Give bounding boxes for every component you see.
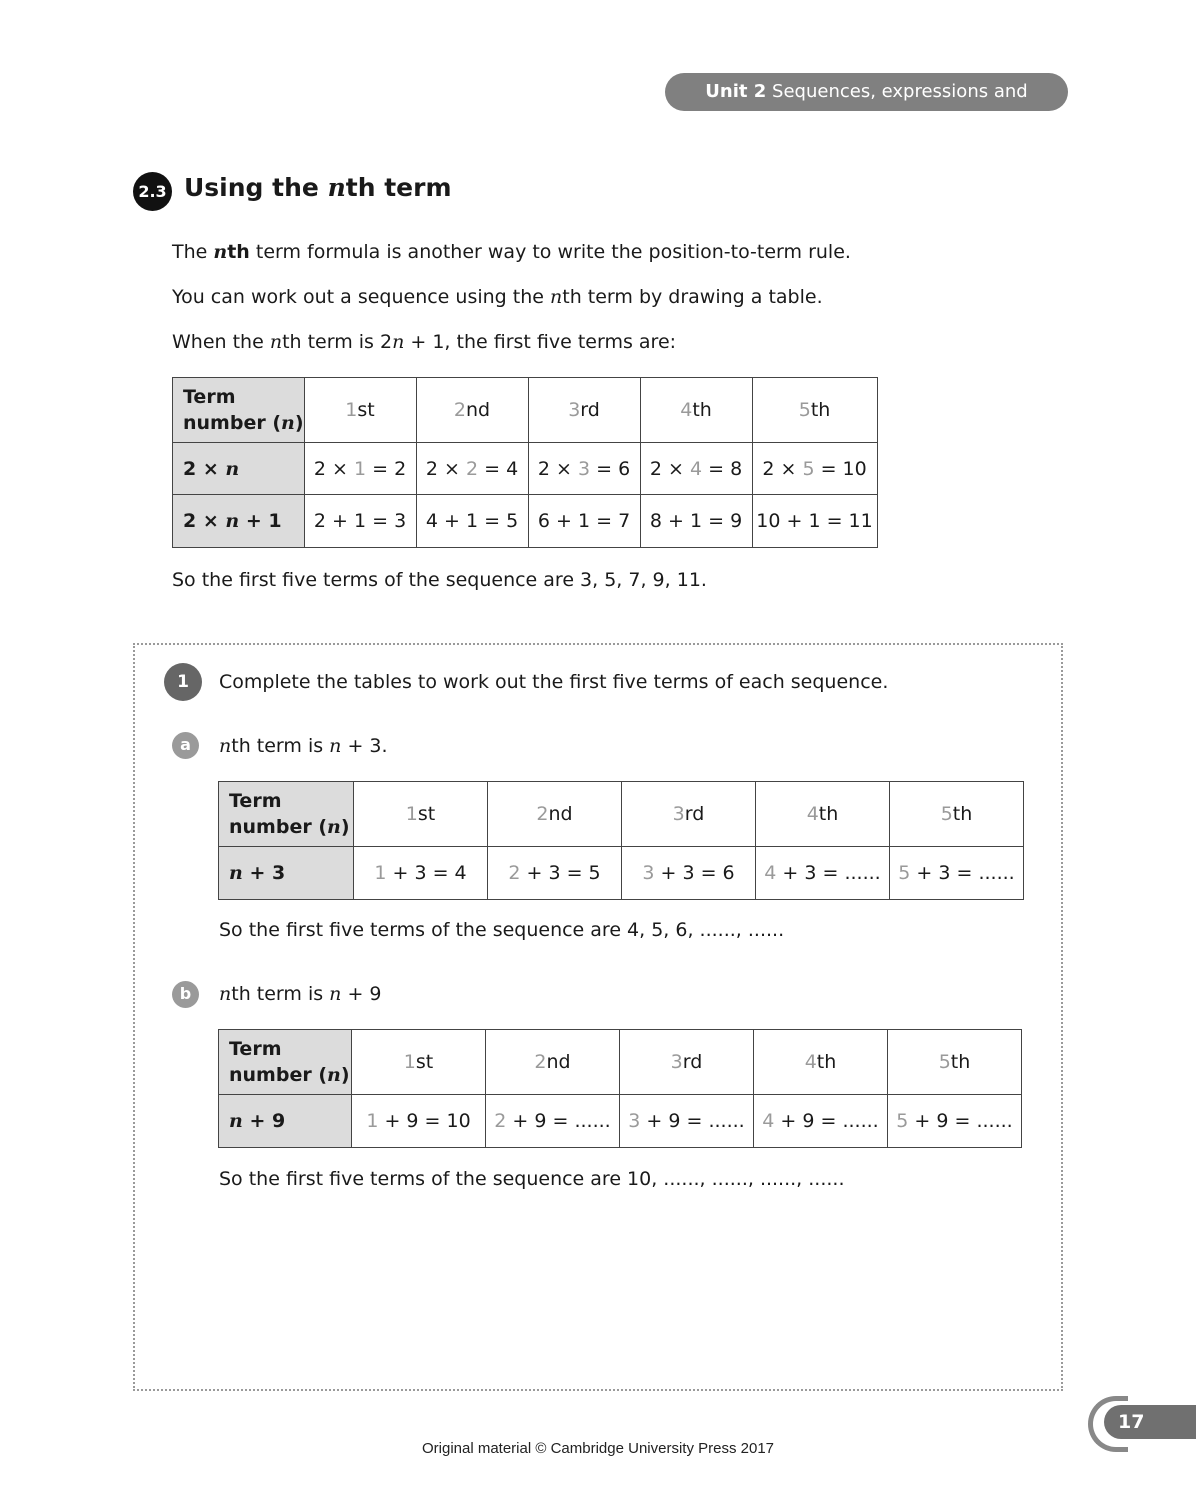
section-title — [184, 170, 452, 206]
text: th — [227, 241, 250, 263]
text: + 9 — [242, 1110, 286, 1132]
num: 1 — [405, 803, 418, 825]
position-cell — [756, 782, 890, 847]
suffix: th — [818, 803, 839, 825]
text: = 4 — [478, 457, 519, 480]
section-number-badge: 2.3 — [133, 172, 172, 211]
text: 2 × — [183, 510, 226, 532]
table-cell — [416, 443, 528, 495]
num: 5 — [940, 803, 953, 825]
text: 2 × — [537, 457, 578, 480]
variable: n — [327, 1064, 341, 1086]
position-cell — [622, 782, 756, 847]
unit-header-tab — [665, 73, 1068, 140]
text: = 2 — [366, 457, 407, 480]
table-cell: 6 + 1 = 7 — [528, 495, 640, 548]
title-text: Using the — [184, 173, 328, 202]
text: = 8 — [702, 457, 743, 480]
position-cell — [488, 782, 622, 847]
text: + 3 = 4 — [386, 862, 467, 884]
text: Term — [183, 386, 236, 408]
table-cell — [752, 443, 877, 495]
position-cell — [486, 1030, 620, 1095]
position-cell — [416, 378, 528, 443]
row-label-2n — [173, 443, 305, 495]
table-cell — [488, 847, 622, 900]
part-a-badge: a — [172, 732, 199, 759]
text: Term — [229, 790, 282, 812]
text: + 9 = ...... — [908, 1110, 1013, 1132]
table-cell — [622, 847, 756, 900]
example-table — [172, 377, 878, 548]
table-cell — [304, 443, 416, 495]
text: + 3. — [341, 735, 388, 757]
num: 1 — [353, 457, 367, 480]
text: 2 × — [183, 457, 226, 480]
suffix: st — [357, 399, 375, 421]
text: Term — [229, 1038, 282, 1060]
variable: n — [219, 735, 232, 757]
text: + 3 = ...... — [776, 862, 881, 884]
num: 1 — [403, 1051, 416, 1073]
suffix: th — [692, 399, 712, 421]
text: + 9 = ...... — [506, 1110, 611, 1132]
position-cell — [754, 1030, 888, 1095]
table-cell — [352, 1095, 486, 1148]
variable: n — [550, 286, 563, 308]
num: 5 — [896, 1110, 909, 1132]
suffix: rd — [684, 803, 705, 825]
row-label-n-plus-3 — [219, 847, 354, 900]
text: + 3 — [242, 862, 286, 884]
text: ) — [294, 412, 304, 434]
table-row — [219, 847, 1024, 900]
suffix: nd — [548, 803, 573, 825]
num: 4 — [762, 1110, 775, 1132]
num: 3 — [642, 862, 655, 884]
variable: n — [213, 241, 228, 263]
table-row — [219, 782, 1024, 847]
text: + 3 = 5 — [520, 862, 601, 884]
suffix: st — [415, 1051, 434, 1073]
copyright-footer: Original material © Cambridge University Press 2017 — [421, 1440, 775, 1457]
num: 3 — [672, 803, 685, 825]
part-b-badge: b — [172, 981, 199, 1008]
num: 3 — [670, 1051, 683, 1073]
num: 2 — [453, 399, 467, 421]
num: 5 — [802, 457, 815, 480]
text: + 9 = 10 — [378, 1110, 471, 1132]
variable: n — [281, 412, 295, 434]
term-number-header — [219, 1030, 352, 1095]
table-row — [219, 1030, 1022, 1095]
text: You can work out a sequence using the — [172, 286, 550, 308]
table-cell — [354, 847, 488, 900]
num: 2 — [494, 1110, 507, 1132]
variable: n — [219, 983, 232, 1005]
num: 5 — [938, 1051, 951, 1073]
num: 5 — [798, 399, 811, 421]
part-b-conclusion[interactable]: So the first five terms of the sequence are 10, ......, ......, ......, ...... — [219, 1168, 845, 1190]
position-cell — [752, 378, 877, 443]
text: ) — [340, 1064, 350, 1086]
variable: n — [329, 983, 342, 1005]
variable: n — [225, 457, 240, 480]
num: 1 — [374, 862, 387, 884]
suffix: nd — [466, 399, 491, 421]
position-cell — [890, 782, 1024, 847]
suffix: nd — [546, 1051, 571, 1073]
position-cell — [354, 782, 488, 847]
num: 2 — [536, 803, 549, 825]
position-cell — [888, 1030, 1022, 1095]
title-variable: n — [327, 173, 346, 202]
variable: n — [392, 331, 405, 353]
text: 2 × — [649, 457, 690, 480]
num: 4 — [764, 862, 777, 884]
num: 4 — [804, 1051, 817, 1073]
table-row — [173, 495, 878, 548]
text: When the — [172, 331, 270, 353]
table-cell: 2 + 1 = 3 — [304, 495, 416, 548]
intro-paragraph-1 — [172, 239, 851, 265]
part-b-table — [218, 1029, 1022, 1148]
position-cell — [304, 378, 416, 443]
row-label-n-plus-9 — [219, 1095, 352, 1148]
unit-label: Unit 2 — [705, 81, 767, 102]
suffix: st — [417, 803, 436, 825]
answer-cell[interactable] — [486, 1095, 620, 1148]
row-label-2n-plus-1 — [173, 495, 305, 548]
table-row — [219, 1095, 1022, 1148]
text: number ( — [183, 412, 282, 434]
text: = 10 — [814, 457, 867, 480]
title-text-end: th term — [345, 173, 452, 202]
intro-conclusion: So the first five terms of the sequence are 3, 5, 7, 9, 11. — [172, 569, 707, 591]
num: 4 — [680, 399, 693, 421]
num: 3 — [577, 457, 591, 480]
text: th term is — [231, 983, 330, 1005]
table-row — [173, 378, 878, 443]
num: 4 — [689, 457, 703, 480]
text: 2 × — [425, 457, 466, 480]
answer-cell[interactable] — [754, 1095, 888, 1148]
text: th term is 2 — [282, 331, 393, 353]
exercise-instruction: Complete the tables to work out the first five terms of each sequence. — [219, 671, 889, 693]
text: number ( — [229, 816, 328, 838]
table-row — [173, 443, 878, 495]
num: 1 — [366, 1110, 379, 1132]
variable: n — [225, 510, 240, 532]
variable: n — [329, 735, 342, 757]
text: number ( — [229, 1064, 328, 1086]
part-a-table — [218, 781, 1024, 900]
text: 2 × — [762, 457, 803, 480]
part-b-stem — [219, 981, 382, 1007]
num: 2 — [508, 862, 521, 884]
text: ) — [340, 816, 350, 838]
term-number-header — [219, 782, 354, 847]
variable: n — [229, 1110, 243, 1132]
num: 3 — [568, 399, 581, 421]
text: term formula is another way to write the position-to-term rule. — [249, 241, 851, 263]
num: 2 — [465, 457, 479, 480]
text: The — [172, 241, 214, 263]
suffix: rd — [580, 399, 600, 421]
suffix: th — [816, 1051, 837, 1073]
num: 1 — [345, 399, 358, 421]
position-cell — [528, 378, 640, 443]
position-cell — [352, 1030, 486, 1095]
part-a-stem — [219, 733, 388, 759]
text: th term is — [231, 735, 330, 757]
num: 2 — [534, 1051, 547, 1073]
variable: n — [229, 862, 243, 884]
text: + 1 — [239, 510, 282, 532]
text: th term by drawing a table. — [562, 286, 823, 308]
text: + 1, the first five terms are: — [404, 331, 677, 353]
text: + 9 = ...... — [774, 1110, 879, 1132]
table-cell — [640, 443, 752, 495]
suffix: th — [810, 399, 831, 421]
num: 3 — [628, 1110, 641, 1132]
suffix: th — [952, 803, 973, 825]
text: + 9 — [341, 983, 382, 1005]
num: 4 — [806, 803, 819, 825]
text: = 6 — [590, 457, 631, 480]
suffix: th — [950, 1051, 971, 1073]
table-cell: 8 + 1 = 9 — [640, 495, 752, 548]
part-a-conclusion[interactable]: So the first five terms of the sequence are 4, 5, 6, ......, ...... — [219, 919, 785, 941]
answer-cell[interactable] — [756, 847, 890, 900]
term-number-header — [173, 378, 305, 443]
num: 5 — [898, 862, 911, 884]
page-number: 17 — [1118, 1411, 1145, 1433]
text: + 9 = ...... — [640, 1110, 745, 1132]
answer-cell[interactable] — [890, 847, 1024, 900]
position-cell — [640, 378, 752, 443]
answer-cell[interactable] — [888, 1095, 1022, 1148]
text: + 3 = ...... — [910, 862, 1015, 884]
text: + 3 = 6 — [654, 862, 735, 884]
variable: n — [269, 331, 283, 353]
table-cell: 10 + 1 = 11 — [752, 495, 877, 548]
answer-cell[interactable] — [620, 1095, 754, 1148]
position-cell — [620, 1030, 754, 1095]
table-cell — [528, 443, 640, 495]
intro-paragraph-2 — [172, 284, 823, 310]
text: 2 × — [313, 457, 354, 480]
suffix: rd — [682, 1051, 703, 1073]
question-number-badge: 1 — [164, 663, 202, 701]
unit-title: Sequences, expressions and formulae — [772, 81, 1028, 140]
variable: n — [327, 816, 341, 838]
table-cell: 4 + 1 = 5 — [416, 495, 528, 548]
intro-paragraph-3 — [172, 329, 676, 355]
